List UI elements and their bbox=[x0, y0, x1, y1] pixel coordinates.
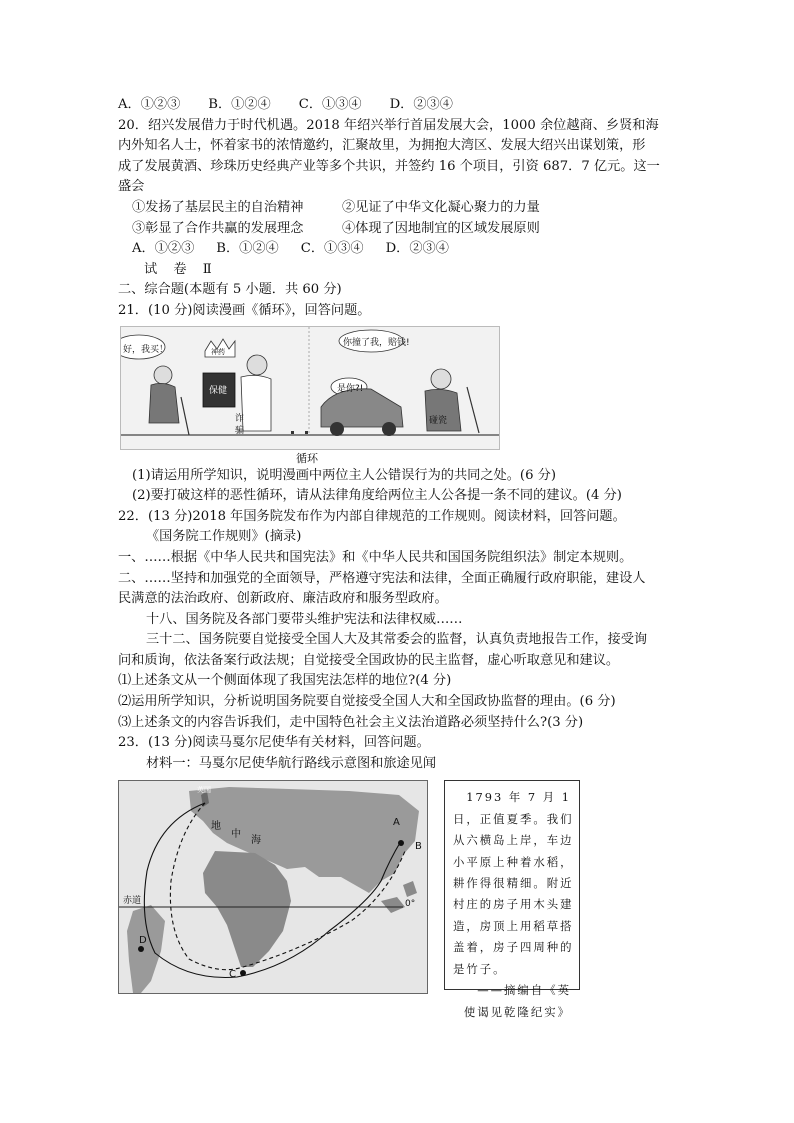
paper-2-title: 试 卷 Ⅱ bbox=[144, 261, 218, 277]
notes-source: ——摘编自《英 bbox=[477, 983, 571, 998]
notes-line: 1793 年 7 月 1 bbox=[466, 790, 571, 805]
q20-choices-row bbox=[118, 198, 678, 219]
q22-sub: ⑶上述条文的内容告诉我们，走中国特色社会主义法治道路必须坚持什么?(3 分) bbox=[118, 714, 584, 730]
q23-material-1: 材料一：马戛尔尼使华航行路线示意图和旅途见闻 bbox=[146, 755, 437, 771]
q20-line: 20．绍兴发展借力于时代机遇。2018 年绍兴举行首届发展大会，1000 余位越商、乡贤和海 bbox=[118, 117, 659, 133]
q20-line: 成了发展黄酒、珍珠历史经典产业等多个共识，并签约 16 个项目，引资 687．7 亿元。这一 bbox=[118, 158, 660, 174]
q21-sub: (1)请运用所学知识，说明漫画中两位主人公错误行为的共同之处。(6 分) bbox=[132, 467, 556, 483]
label-box: 保健 bbox=[209, 385, 228, 396]
map-label-hai: 海 bbox=[251, 835, 261, 847]
bubble-right-text: 你撞了我，赔钱! bbox=[343, 337, 410, 348]
choice-4: ④体现了因地制宜的区域发展原则 bbox=[342, 220, 540, 236]
comic-cycle bbox=[120, 326, 500, 450]
voyage-route-map bbox=[118, 780, 428, 994]
map-point-a: A bbox=[393, 817, 400, 829]
notes-line: 日，正值夏季。我们 bbox=[453, 811, 574, 826]
comic-caption: 循环 bbox=[296, 451, 318, 465]
q22-stem: 22．(13 分)2018 年国务院发布作为内部自律规范的工作规则。阅读材料，回答问题。 bbox=[118, 508, 626, 524]
map-drawing bbox=[119, 781, 427, 993]
q22-article: 民满意的法治政府、创新政府、廉洁政府和服务型政府。 bbox=[118, 591, 448, 607]
q20-choices-row bbox=[118, 219, 678, 240]
notes-line: 是竹子。 bbox=[453, 961, 507, 976]
option-c[interactable]: C．①③④ bbox=[298, 97, 362, 112]
option-a[interactable]: A．①②③ bbox=[132, 241, 195, 257]
q23-stem: 23．(13 分)阅读马戛尔尼使华有关材料，回答问题。 bbox=[118, 735, 430, 751]
comic-drawing bbox=[121, 327, 499, 449]
q22-sub: ⑴上述条文从一个侧面体现了我国宪法怎样的地位?(4 分) bbox=[118, 673, 452, 689]
notes-line: 耕作得很精细。附近 bbox=[453, 876, 574, 891]
label-scam-2: 骗 bbox=[235, 425, 245, 436]
q20-line: 内外知名人士，怀着家书的浓情邀约，汇聚故里，为拥抱大湾区、发展大绍兴出谋划策，形 bbox=[118, 138, 646, 154]
notes-line: 造，房顶上用稻草搭 bbox=[453, 918, 574, 933]
q22-article: 问和质询，依法备案行政法规；自觉接受全国政协的民主监督，虚心听取意见和建议。 bbox=[118, 652, 620, 668]
q20-line: 盛会 bbox=[118, 179, 145, 195]
q22-article: 十八、国务院及各部门要带头维护宪法和法律权威…… bbox=[146, 611, 463, 627]
notes-line: 从六横岛上岸，车边 bbox=[453, 833, 574, 848]
label-scam-1: 诈 bbox=[235, 413, 245, 424]
notes-line: 盖着，房子四周种的 bbox=[453, 940, 574, 955]
option-d[interactable]: D．②③④ bbox=[385, 241, 449, 257]
q20-options bbox=[118, 239, 678, 260]
map-label-zhong: 中 bbox=[231, 829, 241, 841]
q22-article: 三十二、国务院要自觉接受全国人大及其常委会的监督，认真负责地报告工作，接受询 bbox=[146, 632, 648, 648]
map-label-di: 地 bbox=[211, 821, 221, 833]
option-b[interactable]: B．①②④ bbox=[208, 97, 271, 112]
material-1-row bbox=[118, 780, 678, 1019]
map-point-c: C bbox=[229, 969, 236, 981]
q22-sub: ⑵运用所学知识，分析说明国务院要自觉接受全国人大和全国政协监督的理由。(6 分) bbox=[118, 694, 616, 710]
q19-options bbox=[118, 95, 678, 116]
map-label-equator: 赤道 bbox=[123, 896, 142, 907]
map-label-zero-degree: 0° bbox=[405, 899, 416, 910]
travel-notes-box bbox=[444, 780, 580, 1019]
bubble-left-text: 好，我买！ bbox=[123, 344, 169, 355]
q22-article: 二、……坚持和加强党的全面领导，严格遵守宪法和法律，全面正确履行政府职能，建设人 bbox=[118, 570, 646, 586]
label-crown: 神药 bbox=[211, 347, 225, 356]
bubble-right-short: 是你?! bbox=[337, 383, 364, 394]
option-d[interactable]: D．②③④ bbox=[389, 97, 453, 112]
notes-line: 村庄的房子用木头建 bbox=[453, 897, 574, 912]
choice-3: ③彰显了合作共赢的发展理念 bbox=[132, 220, 304, 236]
q21-sub: (2)要打破这样的恶性循环，请从法律角度给两位主人公各提一条不同的建议。(4 分) bbox=[132, 488, 622, 504]
section-2-heading: 二、综合题(本题有 5 小题．共 60 分) bbox=[118, 282, 342, 298]
map-label-uk: 英国 bbox=[197, 786, 211, 795]
q22-doc-title: 《国务院工作规则》(摘录) bbox=[146, 529, 302, 545]
exam-page bbox=[118, 95, 678, 1019]
q22-article: 一、……根据《中华人民共和国宪法》和《中华人民共和国国务院组织法》制定本规则。 bbox=[118, 549, 633, 565]
option-c[interactable]: C．①③④ bbox=[300, 241, 364, 257]
notes-line: 小平原上种着水稻， bbox=[453, 854, 574, 869]
map-point-d: D bbox=[139, 935, 147, 947]
q21-stem: 21．(10 分)阅读漫画《循环》，回答问题。 bbox=[118, 302, 371, 318]
option-a[interactable]: A．①②③ bbox=[118, 97, 181, 112]
choice-2: ②见证了中华文化凝心聚力的力量 bbox=[342, 199, 540, 215]
choice-1: ①发扬了基层民主的自治精神 bbox=[132, 199, 304, 215]
notes-source: 使谒见乾隆纪实》 bbox=[463, 1004, 571, 1019]
label-fake: 碰瓷 bbox=[429, 415, 448, 426]
map-point-b: B bbox=[415, 841, 422, 853]
option-b[interactable]: B．①②④ bbox=[216, 241, 279, 257]
